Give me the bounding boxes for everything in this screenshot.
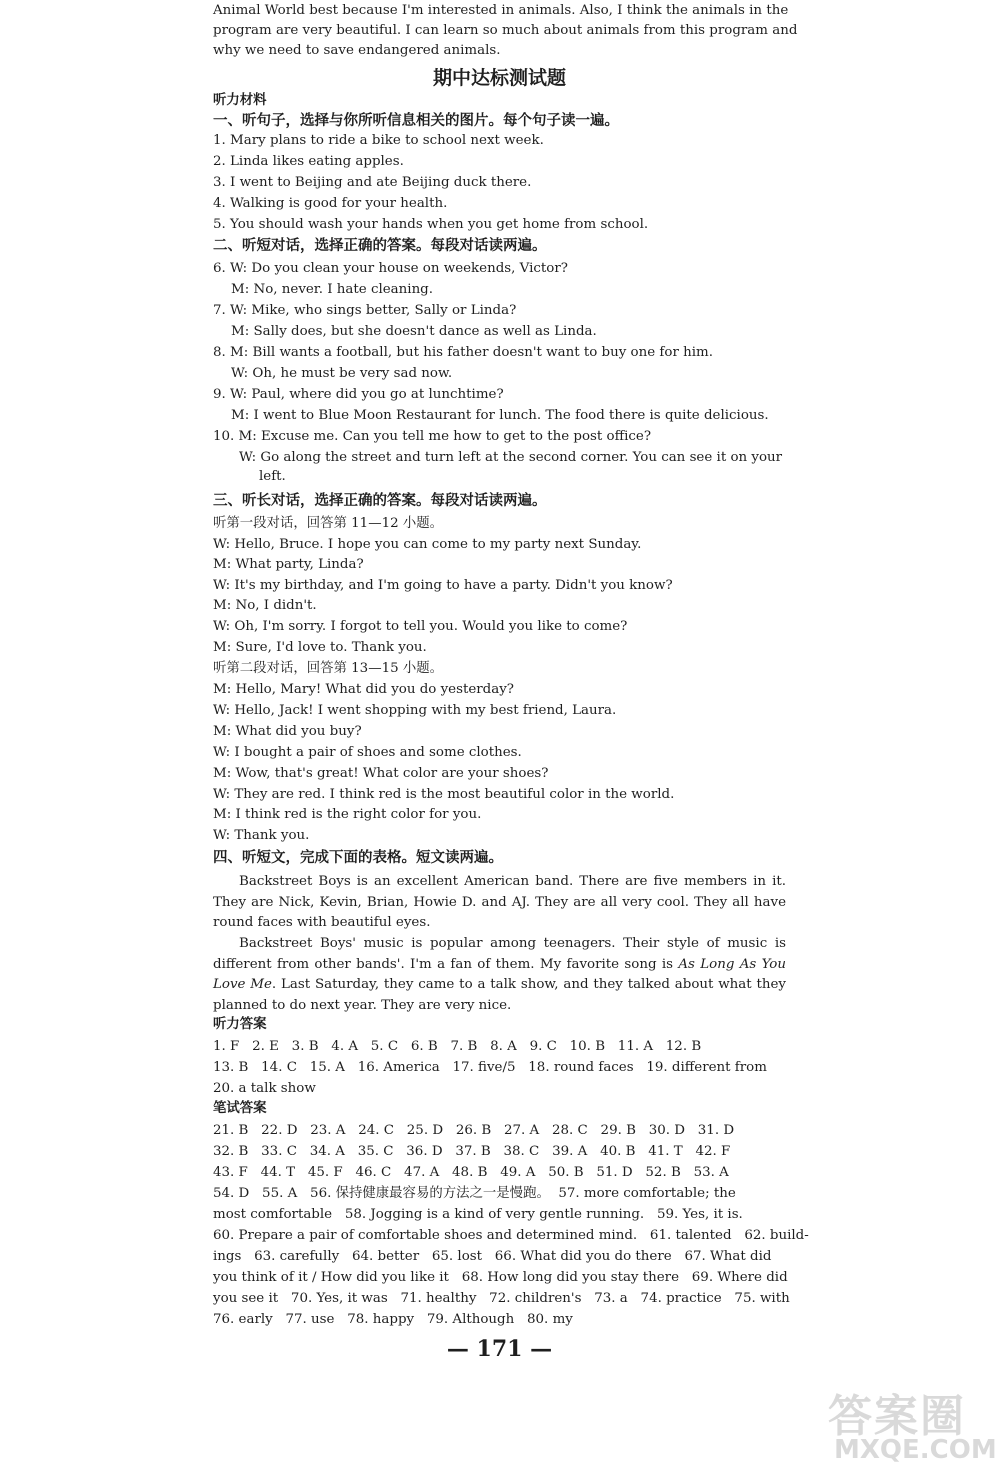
answer-line: most comfortable 58. Jogging is a kind of very gentle running. 59. Yes, it is. (213, 1207, 743, 1222)
dialog-line: W: Hello, Bruce. I hope you can come to my party next Sunday. (213, 537, 642, 552)
dialog-line: W: Thank you. (213, 828, 310, 843)
dialog-line: M: No, I didn't. (213, 598, 317, 613)
dialog-intro: 听第一段对话，回答第 11—12 小题。 (213, 516, 444, 531)
page-title: 期中达标测试题 (432, 67, 566, 89)
answer-line: 13. B 14. C 15. A 16. America 17. five/5 18. round faces 19. different from (213, 1060, 767, 1075)
dialog-line: W: It's my birthday, and I'm going to have a party. Didn't you know? (213, 578, 673, 593)
answer-line: 21. B 22. D 23. A 24. C 25. D 26. B 27. A 28. C 29. B 30. D 31. D (213, 1123, 735, 1138)
dialog-line: M: Hello, Mary! What did you do yesterday? (213, 682, 514, 697)
dialog-line: left. (259, 469, 286, 484)
watermark-url: MXQE.COM (834, 1435, 997, 1465)
dialog-line: 8. M: Bill wants a football, but his father doesn't want to buy one for him. (213, 345, 713, 360)
dialog-intro: 听第二段对话，回答第 13—15 小题。 (213, 661, 444, 676)
top-line-3: why we need to save endangered animals. (213, 43, 501, 58)
listening-answers-heading: 听力答案 (213, 1017, 267, 1032)
answer-line: 32. B 33. C 34. A 35. C 36. D 37. B 38. C 39. A 40. B 41. T 42. F (213, 1144, 731, 1159)
answer-line: 43. F 44. T 45. F 46. C 47. A 48. B 49. A 50. B 51. D 52. B 53. A (213, 1165, 729, 1180)
list-item: 4. Walking is good for your health. (213, 196, 448, 211)
dialog-line: 9. W: Paul, where did you go at lunchtime? (213, 387, 504, 402)
dialog-line: W: They are red. I think red is the most beautiful color in the world. (213, 787, 675, 802)
section3-heading: 三、听长对话，选择正确的答案。每段对话读两遍。 (213, 493, 547, 509)
answer-line: you see it 70. Yes, it was 71. healthy 72. children's 73. a 74. practice 75. with (213, 1291, 790, 1306)
site-watermark (828, 1380, 1000, 1471)
watermark-logo-text: 答案圈 (828, 1391, 966, 1442)
dialog-line: M: What did you buy? (213, 724, 362, 739)
top-line-2: program are very beautiful. I can learn so much about animals from this program and (213, 23, 798, 38)
dialog-line: M: Wow, that's great! What color are your shoes? (213, 766, 549, 781)
answer-line: 60. Prepare a pair of comfortable shoes and determined mind. 61. talented 62. build- (213, 1228, 809, 1243)
answer-line: you think of it / How did you like it 68. How long did you stay there 69. Where did (213, 1270, 788, 1285)
passage-paragraph-2: Backstreet Boys' music is popular among teenagers. Their style of music is different from other bands'. I'm a fan of them. My favorite song is As Long As You Love Me. Last Saturday, they came to a talk show, and they talked about what they planned to do next year. They are very nice. (213, 936, 786, 1013)
dialog-line: W: Go along the street and turn left at the second corner. You can see it on your (239, 450, 783, 465)
dialog-line: M: Sure, I'd love to. Thank you. (213, 640, 427, 655)
answer-line: 1. F 2. E 3. B 4. A 5. C 6. B 7. B 8. A 9. C 10. B 11. A 12. B (213, 1039, 702, 1054)
passage-paragraph-1: Backstreet Boys is an excellent American band. There are five members in it. They are Nick, Kevin, Brian, Howie D. and AJ. They are all very cool. They all have round faces with beautiful eyes. (213, 874, 786, 930)
listening-material-heading: 听力材料 (213, 93, 267, 108)
written-answers-heading: 笔试答案 (213, 1101, 267, 1116)
answer-line: 54. D 55. A 56. 保持健康最容易的方法之一是慢跑。 57. more comfortable; the (213, 1186, 736, 1201)
list-item: 5. You should wash your hands when you get home from school. (213, 217, 649, 232)
dialog-line: M: What party, Linda? (213, 557, 364, 572)
list-item: 3. I went to Beijing and ate Beijing duck there. (213, 175, 532, 190)
top-line-1: Animal World best because I'm interested in animals. Also, I think the animals in the (213, 3, 789, 18)
section4-heading: 四、听短文，完成下面的表格。短文读两遍。 (213, 850, 503, 866)
dialog-line: W: Oh, he must be very sad now. (231, 366, 453, 381)
list-item: 2. Linda likes eating apples. (213, 154, 404, 169)
page-number: — 171 — (446, 1336, 553, 1362)
dialog-line: M: Sally does, but she doesn't dance as well as Linda. (231, 324, 597, 339)
dialog-line: M: No, never. I hate cleaning. (231, 282, 434, 297)
dialog-line: 7. W: Mike, who sings better, Sally or Linda? (213, 303, 517, 318)
dialog-line: W: Hello, Jack! I went shopping with my best friend, Laura. (213, 703, 617, 718)
dialog-line: 10. M: Excuse me. Can you tell me how to get to the post office? (213, 429, 652, 444)
answer-line: 76. early 77. use 78. happy 79. Although 80. my (213, 1312, 573, 1327)
dialog-line: W: I bought a pair of shoes and some clothes. (213, 745, 522, 760)
dialog-line: M: I think red is the right color for you. (213, 807, 482, 822)
answer-line: ings 63. carefully 64. better 65. lost 66. What did you do there 67. What did (213, 1249, 772, 1264)
list-item: 1. Mary plans to ride a bike to school next week. (213, 133, 544, 148)
section1-heading: 一、听句子，选择与你所听信息相关的图片。每个句子读一遍。 (213, 113, 619, 129)
dialog-line: 6. W: Do you clean your house on weekends, Victor? (213, 261, 568, 276)
section2-heading: 二、听短对话，选择正确的答案。每段对话读两遍。 (213, 238, 547, 254)
answer-line: 20. a talk show (213, 1081, 316, 1096)
dialog-line: W: Oh, I'm sorry. I forgot to tell you. Would you like to come? (213, 619, 628, 634)
dialog-line: M: I went to Blue Moon Restaurant for lunch. The food there is quite delicious. (231, 408, 769, 423)
